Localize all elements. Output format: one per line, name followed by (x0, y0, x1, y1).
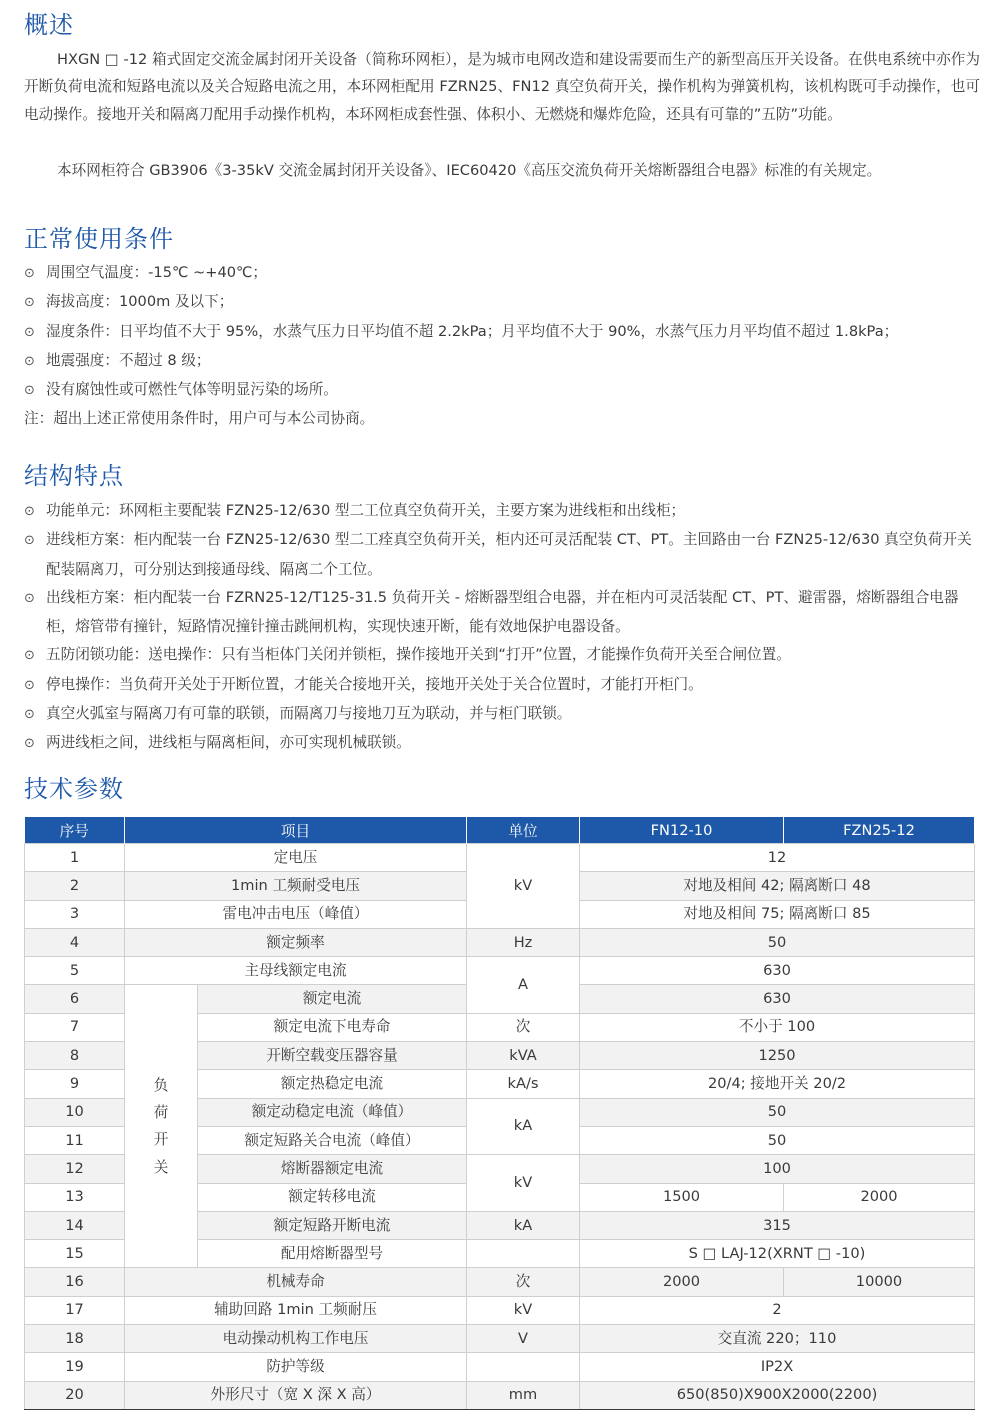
cell-value: 交直流 220；110 (580, 1325, 975, 1353)
cell-value: 50 (580, 1126, 975, 1154)
cell-no: 12 (25, 1155, 125, 1183)
cell-item: 防护等级 (125, 1353, 467, 1381)
section-title-structure: 结构特点 (24, 462, 124, 490)
cell-value: 315 (580, 1211, 975, 1239)
cell-no: 5 (25, 957, 125, 985)
cell-no: 20 (25, 1381, 125, 1409)
cell-item: 额定转移电流 (198, 1183, 467, 1211)
conditions-list (24, 259, 984, 434)
cell-value: 12 (580, 844, 975, 872)
cell-value: 100 (580, 1155, 975, 1183)
cell-value: 50 (580, 928, 975, 956)
list-item: ⊙ 地震强度：不超过 8 级； (24, 347, 984, 376)
cell-value: 630 (580, 957, 975, 985)
cell-value: S □ LAJ-12(XRNT □ -10) (580, 1240, 975, 1268)
cell-no: 11 (25, 1126, 125, 1154)
cell-value: IP2X (580, 1353, 975, 1381)
cell-item: 额定频率 (125, 928, 467, 956)
list-item: ⊙ 进线柜方案：柜内配装一台 FZN25-12/630 型二工痊真空负荷开关，柜内还可灵活配装 CT、PT。主回路由一台 FZN25-12/630 真空负荷开关配装隔离刀，可分别达到接通母线、隔离二个工位。 (24, 526, 984, 584)
cell-item: 配用熔断器型号 (198, 1240, 467, 1268)
list-item: ⊙ 两进线柜之间，进线柜与隔离柜间，亦可实现机械联锁。 (24, 729, 984, 758)
cell-item: 额定动稳定电流（峰值） (198, 1098, 467, 1126)
cell-unit: V (467, 1325, 580, 1353)
table-row (25, 957, 975, 985)
cell-unit (467, 1353, 580, 1381)
cell-item: 辅助回路 1min 工频耐压 (125, 1296, 467, 1324)
cell-unit: 次 (467, 1013, 580, 1041)
cell-no: 19 (25, 1353, 125, 1381)
cell-item: 额定热稳定电流 (198, 1070, 467, 1098)
cell-item: 定电压 (125, 844, 467, 872)
cell-unit: kV (467, 1296, 580, 1324)
cell-item: 熔断器额定电流 (198, 1155, 467, 1183)
cell-value: 650(850)X900X2000(2200) (580, 1381, 975, 1409)
cell-no: 18 (25, 1325, 125, 1353)
list-item: ⊙ 没有腐蚀性或可燃性气体等明显污染的场所。 (24, 376, 984, 405)
cell-value: 不小于 100 (580, 1013, 975, 1041)
cell-no: 2 (25, 872, 125, 900)
params-table (24, 817, 975, 1410)
list-item: ⊙ 停电操作：当负荷开关处于开断位置，才能关合接地开关，接地开关处于关合位置时，才能打开柜门。 (24, 671, 984, 700)
cell-unit: kA/s (467, 1070, 580, 1098)
list-item: ⊙ 五防闭锁功能：送电操作：只有当柜体门关闭并锁柜，操作接地开关到“打开”位置，才能操作负荷开关至合闸位置。 (24, 641, 984, 670)
cell-no: 7 (25, 1013, 125, 1041)
table-row (25, 1296, 975, 1324)
list-item: ⊙ 出线柜方案：柜内配装一台 FZRN25-12/T125-31.5 负荷开关 - 熔断器型组合电器，并在柜内可灵活装配 CT、PT、避雷器，熔断器组合电器柜，熔管带有撞针，短路情况撞针撞击跳闸机构，实现快速开断，能有效地保护电器设备。 (24, 584, 984, 642)
cell-no: 10 (25, 1098, 125, 1126)
cell-value-fn12: 1500 (580, 1183, 784, 1211)
header-fzn25: FZN25-12 (784, 817, 975, 844)
table-row (25, 1268, 975, 1296)
cell-item: 主母线额定电流 (125, 957, 467, 985)
cell-unit: kVA (467, 1042, 580, 1070)
cell-item: 开断空载变压器容量 (198, 1042, 467, 1070)
cell-unit: 次 (467, 1268, 580, 1296)
conditions-note: 注：超出上述正常使用条件时，用户可与本公司协商。 (24, 410, 375, 428)
cell-value: 对地及相间 42; 隔离断口 48 (580, 872, 975, 900)
cell-unit: kA (467, 1211, 580, 1239)
cell-value: 1250 (580, 1042, 975, 1070)
cell-value-fzn25: 2000 (784, 1183, 975, 1211)
table-row (25, 1353, 975, 1381)
cell-item: 1min 工频耐受电压 (125, 872, 467, 900)
section-title-params: 技术参数 (24, 775, 124, 803)
header-no: 序号 (25, 817, 125, 844)
cell-unit: kA (467, 1098, 580, 1155)
list-item: ⊙ 真空火弧室与隔离刀有可靠的联锁，而隔离刀与接地刀互为联动，并与柜门联锁。 (24, 700, 984, 729)
overview-paragraph-2: 本环网柜符合 GB3906《3-35kV 交流金属封闭开关设备》、IEC60420《高压交流负荷开关熔断器组合电器》标准的有关规定。 (57, 162, 882, 179)
table-header-row (25, 817, 975, 844)
list-item: ⊙ 周围空气温度：-15℃ ~+40℃； (24, 259, 984, 288)
group-label-load-switch: 负 荷 开 关 (125, 985, 198, 1268)
cell-value: 20/4; 接地开关 20/2 (580, 1070, 975, 1098)
table-row (25, 844, 975, 872)
cell-value: 对地及相间 75; 隔离断口 85 (580, 900, 975, 928)
cell-no: 6 (25, 985, 125, 1013)
cell-unit (467, 1240, 580, 1268)
cell-value-fn12: 2000 (580, 1268, 784, 1296)
cell-no: 15 (25, 1240, 125, 1268)
table-row (25, 928, 975, 956)
header-fn12: FN12-10 (580, 817, 784, 844)
cell-item: 电动操动机构工作电压 (125, 1325, 467, 1353)
cell-item: 机械寿命 (125, 1268, 467, 1296)
cell-value: 50 (580, 1098, 975, 1126)
cell-no: 1 (25, 844, 125, 872)
cell-item: 额定电流下电寿命 (198, 1013, 467, 1041)
list-item: ⊙ 海拔高度：1000m 及以下； (24, 288, 984, 317)
cell-unit: mm (467, 1381, 580, 1409)
list-item: ⊙ 湿度条件：日平均值不大于 95%，水蒸气压力日平均值不超 2.2kPa；月平均值不大于 90%，水蒸气压力月平均值不超过 1.8kPa； (24, 318, 984, 347)
cell-no: 17 (25, 1296, 125, 1324)
cell-value-fzn25: 10000 (784, 1268, 975, 1296)
structure-list (24, 497, 984, 759)
section-title-conditions: 正常使用条件 (24, 225, 174, 253)
cell-unit: kV (467, 844, 580, 929)
cell-value: 2 (580, 1296, 975, 1324)
cell-value: 630 (580, 985, 975, 1013)
cell-unit: kV (467, 1155, 580, 1212)
cell-no: 14 (25, 1211, 125, 1239)
cell-no: 9 (25, 1070, 125, 1098)
table-row (25, 1381, 975, 1409)
cell-item: 雷电冲击电压（峰值） (125, 900, 467, 928)
list-item: ⊙ 功能单元：环网柜主要配装 FZN25-12/630 型二工位真空负荷开关，主要方案为进线柜和出线柜； (24, 497, 984, 526)
table-row (25, 1325, 975, 1353)
cell-no: 4 (25, 928, 125, 956)
cell-item: 额定电流 (198, 985, 467, 1013)
cell-no: 3 (25, 900, 125, 928)
cell-no: 13 (25, 1183, 125, 1211)
header-item: 项目 (125, 817, 467, 844)
cell-item: 额定短路关合电流（峰值） (198, 1126, 467, 1154)
header-unit: 单位 (467, 817, 580, 844)
cell-item: 外形尺寸（宽 X 深 X 高） (125, 1381, 467, 1409)
cell-item: 额定短路开断电流 (198, 1211, 467, 1239)
cell-no: 16 (25, 1268, 125, 1296)
section-title-overview: 概述 (24, 11, 74, 39)
cell-unit: A (467, 957, 580, 1014)
cell-no: 8 (25, 1042, 125, 1070)
cell-unit: Hz (467, 928, 580, 956)
overview-paragraph-1: HXGN □ -12 箱式固定交流金属封闭开关设备（简称环网柜），是为城市电网改造和建设需要而生产的新型高压开关设备。在供电系统中亦作为开断负荷电流和短路电流以及关合短路电流之用，本环网柜配用 FZRN25、FN12 真空负荷开关，操作机构为弹簧机构，该机构既可手动操作，也可电动操作。接地开关和隔离刀配用手动操作机构，本环网柜成套性强、体积小、无燃烧和爆炸危险，还具有可靠的”五防”功能。 (24, 51, 980, 123)
